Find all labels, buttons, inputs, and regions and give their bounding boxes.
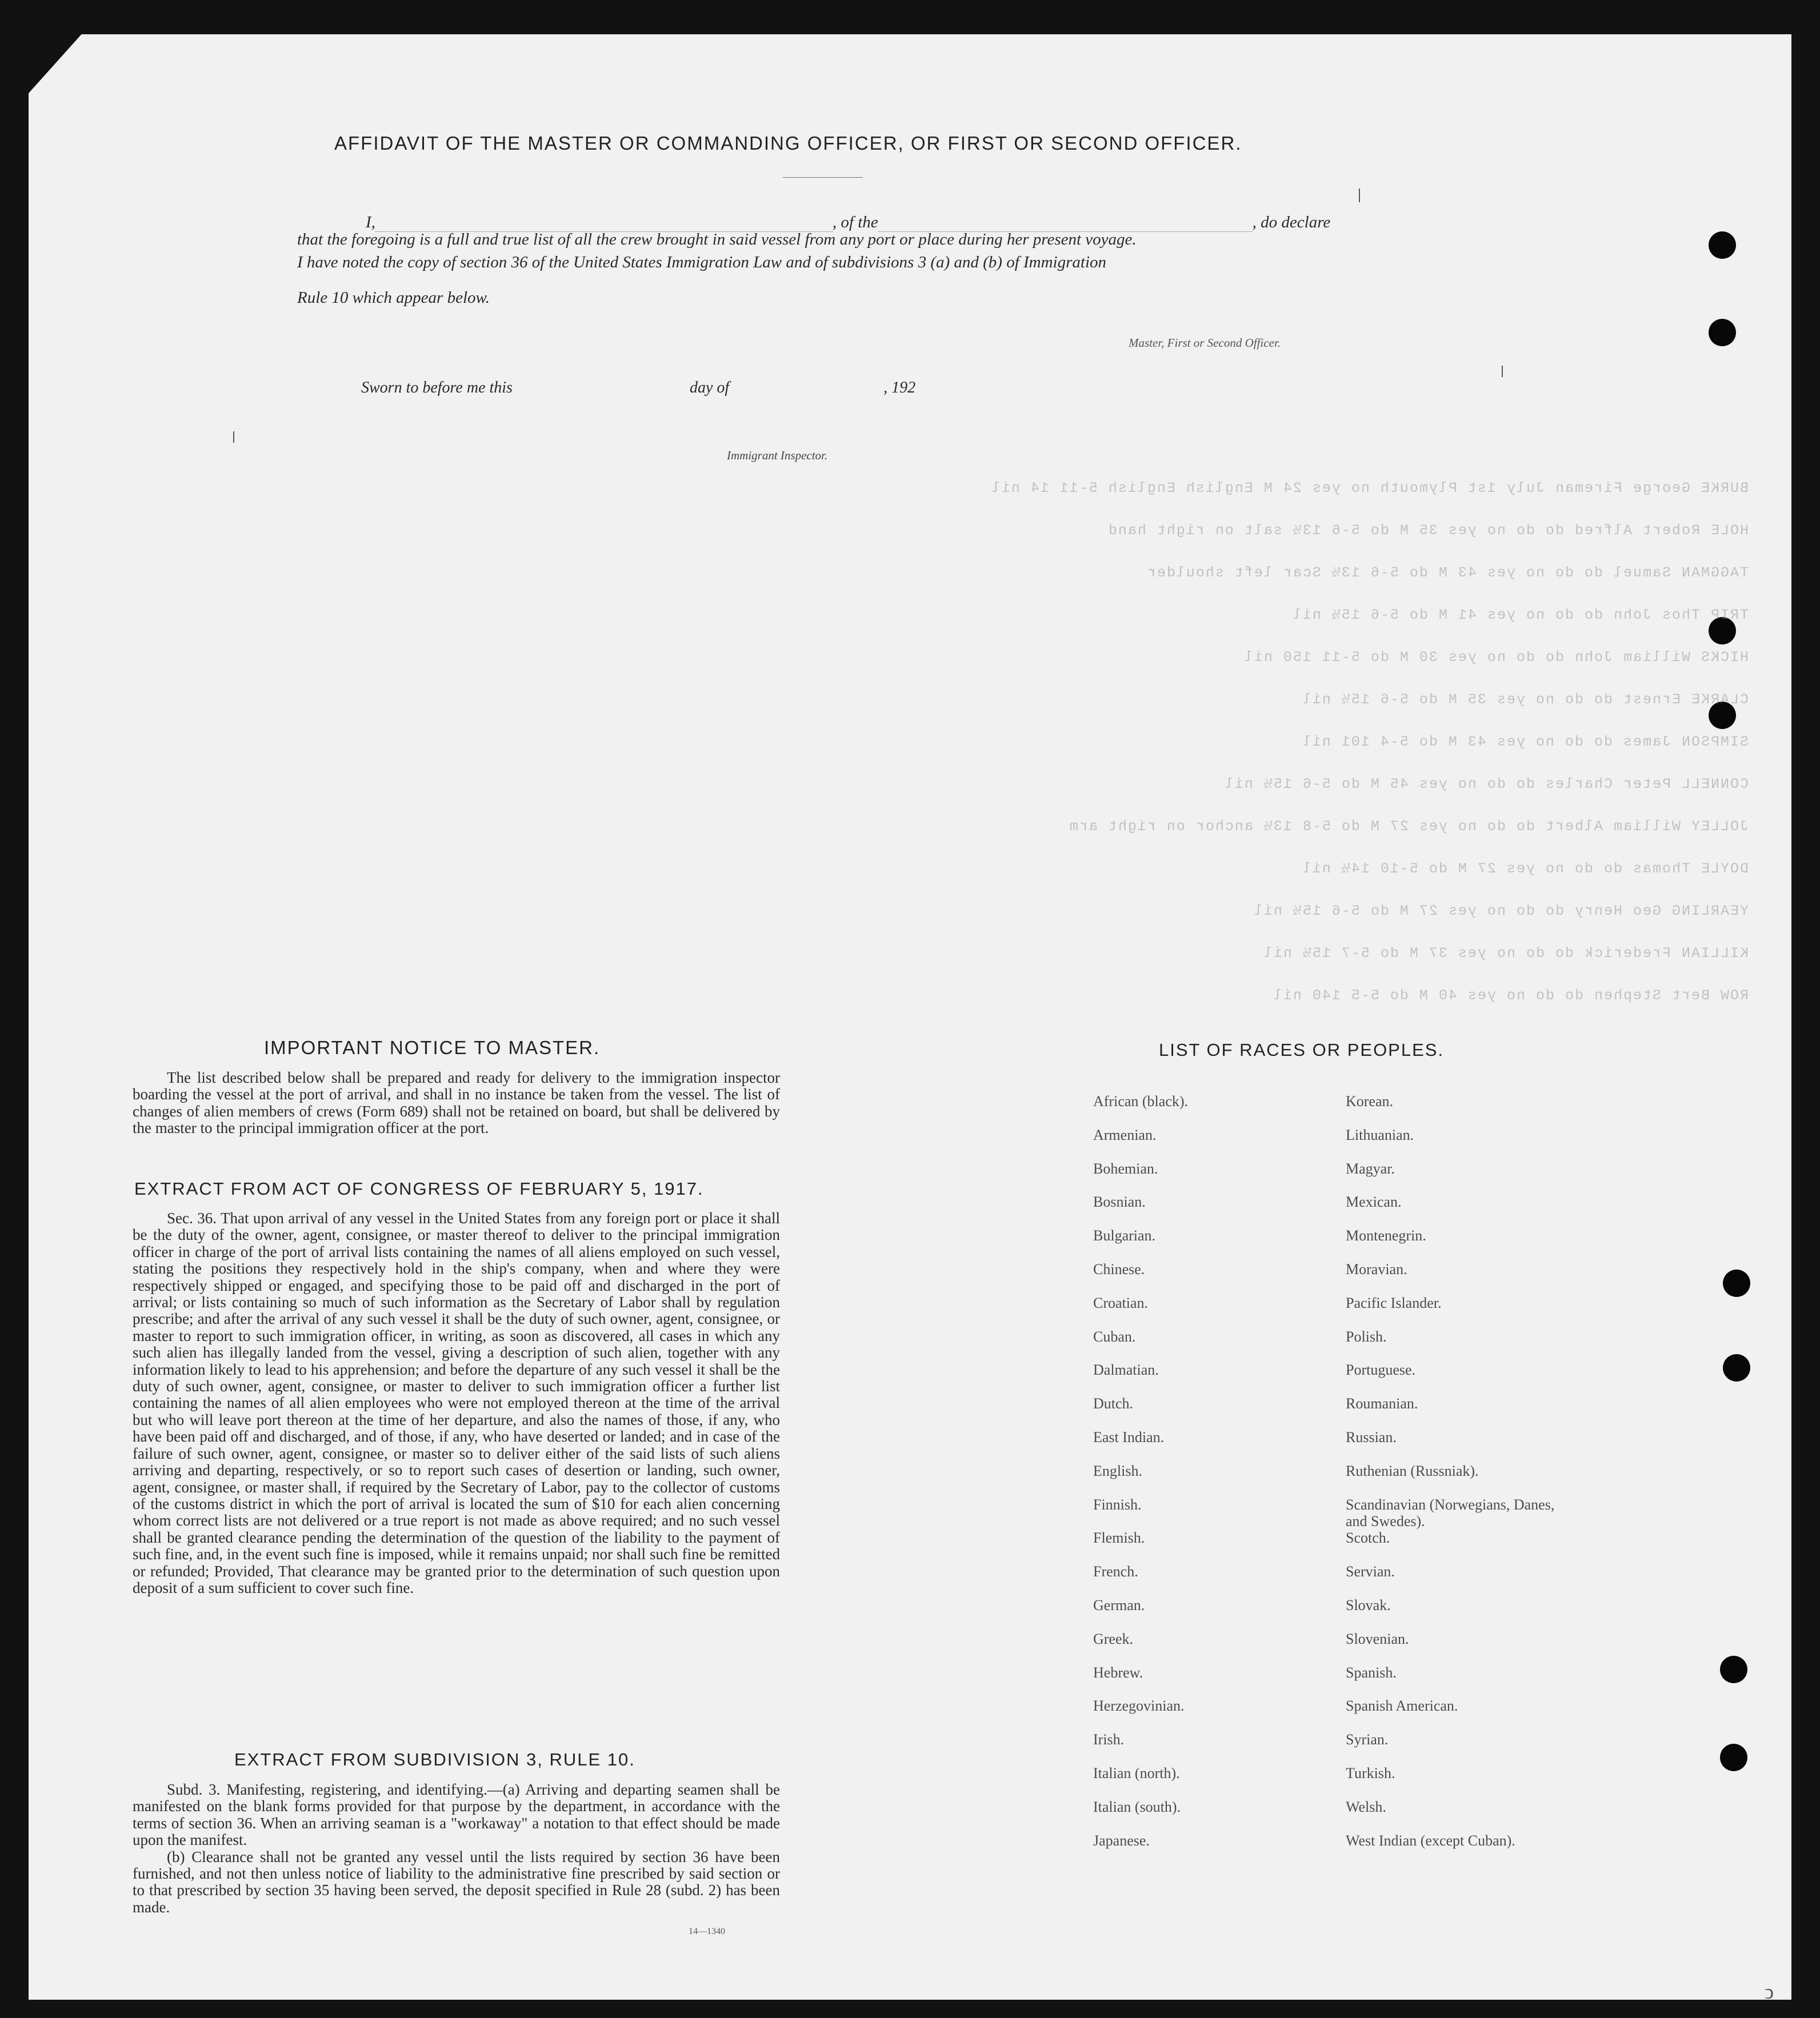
race-item: Montenegrin.	[1346, 1227, 1426, 1244]
punch-hole	[1720, 1656, 1747, 1683]
race-item: Finnish.	[1093, 1496, 1142, 1513]
race-item: Russian.	[1346, 1429, 1397, 1446]
act-text	[133, 1210, 780, 1596]
bleed-through-row: BURKE George Fireman July 1st Plymouth no yes 24 M English English 5-11 14 nil	[990, 480, 1749, 497]
of-the-text: , of the	[832, 213, 878, 231]
declarant-prefix: I,	[366, 213, 375, 231]
race-item: Chinese.	[1093, 1261, 1145, 1278]
bleed-through-row: ROW Bert Stephen do do no yes 40 M do 5-5 140 nil	[1272, 987, 1749, 1004]
rule-paragraph-b: (b) Clearance shall not be granted any vessel until the lists required by section 36 have been furnished, and not then unless notice of liability to the administrative fine prescribed by said section or to that prescribed by section 35 having been served, the deposit specified in Rule 28 (subd. 2) has been made.	[133, 1848, 780, 1916]
race-item: English.	[1093, 1462, 1142, 1479]
punch-hole	[1720, 1744, 1747, 1771]
race-item: Greek.	[1093, 1630, 1134, 1647]
race-item: Polish.	[1346, 1328, 1387, 1345]
race-item: Dutch.	[1093, 1395, 1134, 1412]
bleed-through-row: DOYLE Thomas do do no yes 27 M do 5-10 14½ nil	[1301, 860, 1749, 877]
race-item: German.	[1093, 1597, 1145, 1613]
race-item: Armenian.	[1093, 1126, 1157, 1143]
race-item: Bulgarian.	[1093, 1227, 1156, 1244]
race-item: Servian.	[1346, 1563, 1395, 1580]
sworn-line	[361, 379, 915, 397]
race-item: East Indian.	[1093, 1429, 1165, 1446]
bleed-through-row: CLARKE Ernest do do no yes 35 M do 5-6 15½ nil	[1301, 691, 1749, 708]
rule-text	[133, 1781, 780, 1916]
race-item: Italian (north).	[1093, 1765, 1180, 1781]
race-item: Portuguese.	[1346, 1362, 1416, 1379]
bleed-through-row: TAGGMAN Samuel do do no yes 43 M do 5-6 13½ Scar left shoulder	[1146, 564, 1749, 581]
race-item: Spanish.	[1346, 1664, 1397, 1681]
margin-mark	[1359, 189, 1360, 202]
title-divider	[783, 177, 863, 178]
punch-hole	[1723, 1354, 1750, 1382]
punch-hole	[1709, 319, 1736, 346]
rule-paragraph-a: Subd. 3. Manifesting, registering, and identifying.—(a) Arriving and departing seamen shall be manifested on the blank forms provided for that purpose by the department, in accordance with the terms of section 36. When an arriving seaman is a "workaway" a notation to that effect should be made upon the manifest.	[133, 1781, 780, 1849]
act-heading: EXTRACT FROM ACT OF CONGRESS OF FEBRUARY 5, 1917.	[134, 1179, 704, 1199]
race-item: Japanese.	[1093, 1832, 1150, 1849]
race-item: Korean.	[1346, 1093, 1394, 1110]
race-item: Herzegovinian.	[1093, 1697, 1185, 1715]
bleed-through-row: SIMPSON James do do no yes 43 M do 5-4 101 nil	[1301, 734, 1749, 750]
race-item: Italian (south).	[1093, 1798, 1181, 1815]
bleed-through-row: HICKS William John do do no yes 30 M do 5-11 150 nil	[1243, 649, 1749, 666]
notice-paragraph: The list described below shall be prepared and ready for delivery to the immigration inspector boarding the vessel at the port of arrival, and shall in no instance be taken from the vessel. The list of changes of alien members of crews (Form 689) shall not be retained on board, but shall be delivered by the master to the principal immigration officer at the port.	[133, 1069, 780, 1137]
act-paragraph: Sec. 36. That upon arrival of any vessel in the United States from any foreign port or place it shall be the duty of the owner, agent, consignee, or master thereof to deliver to the principal immigration officer in charge of the port of arrival lists containing the names of all aliens employed on such vessel, stating the positions they respectively hold in the ship's company, when and where they were respectively shipped or engaged, and specifying those to be paid off and discharged in the port of arrival; or lists containing so much of such information as the Secretary of Labor shall by regulation prescribe; and after the arrival of any such vessel it shall be the duty of such owner, agent, consignee, or master to report to such immigration officer, in writing, as soon as discovered, all cases in which any such alien has illegally landed from the vessel, giving a description of such alien, together with any information likely to lead to his apprehension; and before the departure of any such vessel it shall be the duty of such owner, agent, consignee, or master to deliver to such immigration officer a further list containing the names of all alien employees who were not employed thereon at the time of the arrival but who will leave port thereon at the time of her departure, and also the names of those, if any, who have been paid off and discharged, and of those, if any, who have deserted or landed; and in case of the failure of such owner, agent, consignee, or master so to deliver either of the said lists of such aliens arriving and departing, respectively, or so to report such cases of desertion or landing, such owner, agent, consignee, or master shall, if required by the Secretary of Labor, pay to the collector of customs of the customs district in which the port of arrival is located the sum of $10 for each alien concerning whom correct lists are not delivered or a true report is not made as above required; and no such vessel shall be granted clearance pending the determination of the question of the liability to the payment of such fine, and, in the event such fine is imposed, while it remains unpaid; nor shall such fine be remitted or refunded; Provided, That clearance may be granted prior to the determination of such question upon deposit of a sum sufficient to cover such fine.	[133, 1210, 780, 1596]
declaration-line2: I have noted the copy of section 36 of the United States Immigration Law and of subdivisions 3 (a) and (b) of Immigration	[297, 253, 1107, 271]
race-item: Ruthenian (Russniak).	[1346, 1462, 1479, 1479]
race-item: Scotch.	[1346, 1529, 1390, 1547]
signature-caption: Master, First or Second Officer.	[1129, 336, 1281, 350]
margin-mark	[1502, 366, 1503, 377]
bleed-through-row: CONNELL Peter Charles do do no yes 45 M do 5-6 15½ nil	[1223, 776, 1749, 792]
declaration-line3: Rule 10 which appear below.	[297, 289, 490, 307]
bleed-through-row: HOLE Robert Alfred do do no yes 35 M do 5-6 13½ salt on right hand	[1107, 522, 1749, 539]
races-heading: LIST OF RACES OR PEOPLES.	[1159, 1040, 1445, 1060]
race-item: African (black).	[1093, 1093, 1189, 1110]
race-item: Roumanian.	[1346, 1395, 1418, 1412]
race-item: Slovenian.	[1346, 1630, 1409, 1647]
form-number: 14—1340	[689, 1927, 725, 1936]
sworn-text: Sworn to before me this	[361, 379, 513, 397]
document-page	[29, 34, 1791, 2000]
race-item: Dalmatian.	[1093, 1362, 1159, 1379]
declaration-line0	[366, 213, 1330, 232]
race-item: French.	[1093, 1563, 1138, 1580]
affidavit-title: AFFIDAVIT OF THE MASTER OR COMMANDING OFFICER, OR FIRST OR SECOND OFFICER.	[334, 133, 1242, 154]
year-text: , 192	[883, 379, 916, 397]
bleed-through-row: TRIP Thos John do do no yes 41 M do 5-6 15½ nil	[1291, 607, 1749, 623]
bleed-through-row: JOLLEY William Albert do do no yes 27 M do 5-8 13½ anchor on right arm	[1068, 818, 1749, 835]
bleed-through-row: KILLIAN Frederick do do no yes 37 M do 5-7 15½ nil	[1262, 945, 1749, 962]
day-of-text: day of	[689, 379, 730, 397]
punch-hole	[1709, 231, 1736, 259]
corner-mark: ↄ	[1765, 1980, 1774, 2003]
race-item: Slovak.	[1346, 1597, 1391, 1613]
notice-heading: IMPORTANT NOTICE TO MASTER.	[264, 1037, 601, 1058]
race-item: Croatian.	[1093, 1294, 1149, 1311]
rule-heading: EXTRACT FROM SUBDIVISION 3, RULE 10.	[234, 1749, 635, 1769]
race-item: Bosnian.	[1093, 1194, 1146, 1211]
race-item: Flemish.	[1093, 1529, 1145, 1547]
race-item: Mexican.	[1346, 1194, 1402, 1211]
race-item: Magyar.	[1346, 1160, 1395, 1177]
race-item: Bohemian.	[1093, 1160, 1158, 1177]
race-item: Turkish.	[1346, 1765, 1395, 1781]
margin-mark	[233, 431, 234, 443]
do-declare-text: , do declare	[1252, 213, 1331, 231]
race-item: Pacific Islander.	[1346, 1294, 1442, 1311]
inspector-caption: Immigrant Inspector.	[727, 449, 828, 462]
bleed-through-row: YEARLING Geo Henry do do no yes 27 M do 5-6 15½ nil	[1253, 903, 1749, 919]
race-item: Irish.	[1093, 1731, 1125, 1748]
race-item: Syrian.	[1346, 1731, 1389, 1748]
race-item: Spanish American.	[1346, 1697, 1458, 1715]
race-item: Scandinavian (Norwegians, Danes, and Swedes).	[1346, 1496, 1555, 1529]
race-item: Lithuanian.	[1346, 1126, 1414, 1143]
race-item: Welsh.	[1346, 1798, 1386, 1815]
race-item: Cuban.	[1093, 1328, 1136, 1345]
race-item: West Indian (except Cuban).	[1346, 1832, 1515, 1849]
punch-hole	[1723, 1270, 1750, 1297]
race-item: Moravian.	[1346, 1261, 1407, 1278]
declaration-line1: that the foregoing is a full and true list of all the crew brought in said vessel from any port or place during her present voyage.	[297, 230, 1137, 249]
race-item: Hebrew.	[1093, 1664, 1143, 1681]
notice-text	[133, 1070, 780, 1137]
